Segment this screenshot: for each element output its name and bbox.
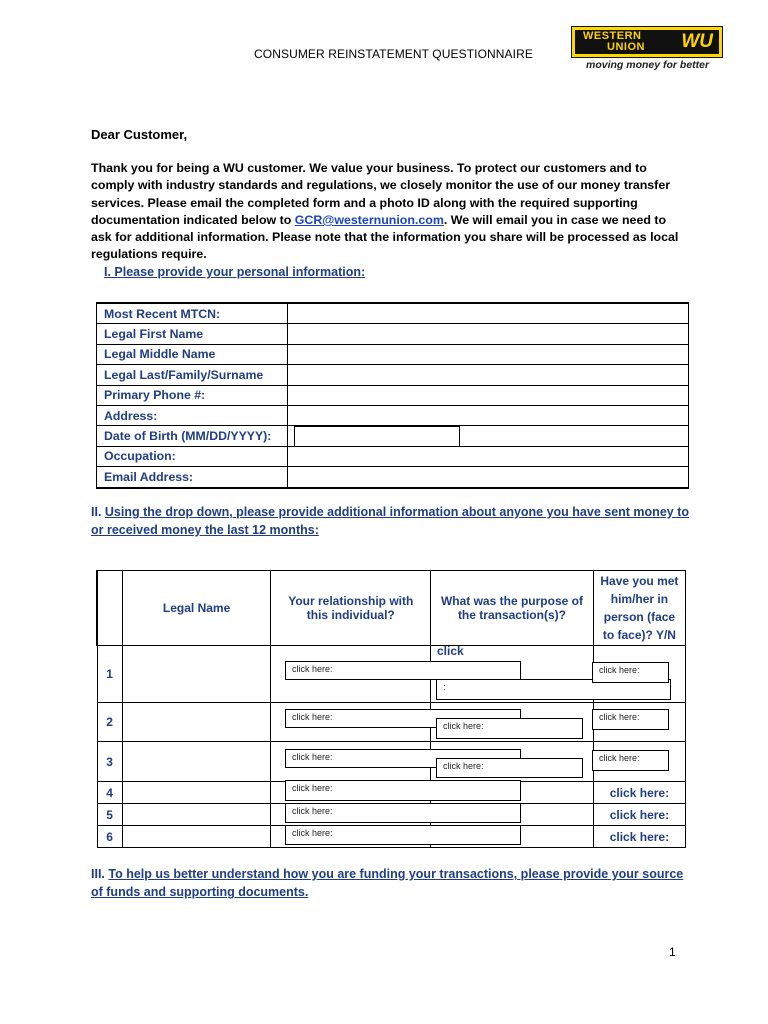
table-row — [97, 324, 689, 344]
purpose-dropdown[interactable]: click here: — [436, 718, 583, 739]
intro-paragraph — [91, 160, 681, 264]
field-label: Date of Birth (MM/DD/YYYY): — [97, 426, 288, 446]
header-relationship: Your relationship with this individual? — [271, 571, 431, 646]
field-input — [288, 426, 689, 446]
personal-info-table — [96, 302, 689, 489]
relationship-dropdown[interactable]: click here: — [285, 825, 521, 845]
logo-word-union: UNION — [607, 41, 645, 53]
section-3-heading — [91, 865, 691, 901]
table-row — [97, 365, 689, 385]
met-dropdown[interactable]: click here: — [592, 662, 669, 683]
legal-name-cell[interactable] — [122, 646, 271, 703]
salutation: Dear Customer, — [91, 127, 188, 142]
met-dropdown[interactable]: click here: — [592, 750, 669, 771]
field-label: Most Recent MTCN: — [97, 303, 288, 324]
field-input[interactable] — [288, 467, 689, 488]
section-3-prefix: III. — [91, 867, 109, 881]
field-label: Primary Phone #: — [97, 385, 288, 405]
row-number: 4 — [97, 782, 122, 804]
email-link[interactable]: GCR@westernunion.com — [294, 212, 444, 227]
legal-name-cell[interactable] — [122, 782, 271, 804]
section-1-title: I. Please provide your personal information: — [104, 265, 366, 279]
relationship-dropdown[interactable]: click here: — [285, 803, 521, 823]
table-row — [97, 303, 689, 324]
table-row — [97, 385, 689, 405]
field-label: Legal Middle Name — [97, 344, 288, 364]
section-2-title: Using the drop down, please provide additional information about anyone you have sent money to or received money the last 12 months: — [91, 505, 689, 537]
page-number: 1 — [669, 945, 676, 959]
row-number: 2 — [97, 703, 122, 742]
field-input[interactable] — [288, 324, 689, 344]
relationship-dropdown[interactable]: click here: — [285, 749, 521, 768]
field-input[interactable] — [288, 303, 689, 324]
field-label: Occupation: — [97, 446, 288, 466]
legal-name-cell[interactable] — [122, 703, 271, 742]
intro-text-1: Thank you for being a WU customer. We value your business. To protect our customers and to comply with industry standards and regulations, we closely monitor the use of our money transfer services. Please email the completed form and a photo ID along with the required supporting documentation indicated below to — [91, 161, 671, 227]
header-number — [97, 571, 122, 646]
section-2-heading — [91, 503, 691, 539]
header-purpose: What was the purpose of the transaction(s)? — [431, 571, 594, 646]
row-number: 1 — [97, 646, 122, 703]
table-row — [97, 426, 689, 446]
met-click-here[interactable]: click here: — [593, 782, 685, 804]
table-row — [97, 467, 689, 488]
header-legal-name: Legal Name — [122, 571, 271, 646]
legal-name-cell[interactable] — [122, 826, 271, 848]
field-label: Email Address: — [97, 467, 288, 488]
section-2-prefix: II. — [91, 505, 105, 519]
met-dropdown[interactable]: click here: — [592, 709, 669, 730]
logo-tagline: moving money for better — [586, 59, 710, 71]
table-row — [97, 446, 689, 466]
row-number: 3 — [97, 742, 122, 782]
row-number: 6 — [97, 826, 122, 848]
met-click-here[interactable]: click here: — [593, 804, 685, 826]
field-label: Legal First Name — [97, 324, 288, 344]
date-of-birth-input[interactable] — [294, 426, 460, 447]
section-3-title: To help us better understand how you are funding your transactions, please provide your source of funds and supporting documents. — [91, 867, 684, 899]
field-input[interactable] — [288, 446, 689, 466]
relationship-dropdown[interactable]: click here: — [285, 709, 521, 728]
purpose-dropdown[interactable]: : — [436, 679, 671, 700]
table-row — [97, 344, 689, 364]
field-input[interactable] — [288, 344, 689, 364]
field-input[interactable] — [288, 365, 689, 385]
document-title: CONSUMER REINSTATEMENT QUESTIONNAIRE — [254, 47, 533, 61]
relationship-dropdown[interactable]: click here: — [285, 780, 521, 801]
row-number: 5 — [97, 804, 122, 826]
relationship-dropdown[interactable]: click here: — [285, 661, 521, 680]
legal-name-cell[interactable] — [122, 742, 271, 782]
purpose-click-partial[interactable]: click — [437, 644, 464, 658]
field-label: Legal Last/Family/Surname — [97, 365, 288, 385]
logo-word-western: WESTERN — [583, 30, 642, 42]
header-met-in-person: Have you met him/her in person (face to face)? Y/N — [593, 571, 685, 646]
field-input[interactable] — [288, 405, 689, 425]
field-label: Address: — [97, 405, 288, 425]
intro-text-2: . We will email you in case we need to ask for additional information. Please note that the information you share will be processed as local regulations require. — [91, 212, 679, 262]
legal-name-cell[interactable] — [122, 804, 271, 826]
table-header-row — [97, 571, 686, 646]
purpose-dropdown[interactable]: click here: — [436, 758, 583, 778]
western-union-logo — [571, 26, 723, 58]
table-row — [97, 405, 689, 425]
logo-mark-wu: WU — [681, 31, 713, 52]
met-click-here[interactable]: click here: — [593, 826, 685, 848]
section-1-heading — [104, 263, 365, 281]
field-input[interactable] — [288, 385, 689, 405]
